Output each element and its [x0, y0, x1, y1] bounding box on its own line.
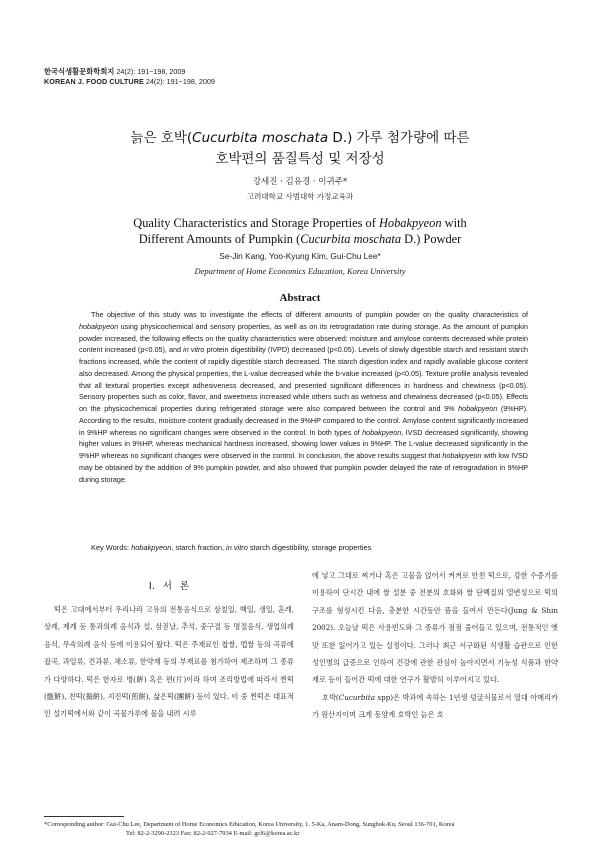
keyword-italic: in vitro	[226, 543, 248, 552]
title-ko-text-end: D.) 가루 첨가량에 따른	[328, 130, 470, 146]
keyword-italic: hobakpyeon	[131, 543, 172, 552]
body-text: 호박(	[322, 692, 339, 702]
body-column-left	[44, 601, 294, 723]
affiliation-korean: 고려대학교 사범대학 가정교육과	[246, 192, 354, 201]
title-korean	[0, 128, 600, 170]
body-italic: Cucurbita	[338, 692, 375, 702]
abstract-italic: hobakpyeon	[458, 405, 498, 413]
title-en-text-end: with	[441, 216, 467, 230]
footnote-line-2: Tel: 82-2-3290-2323 Fax: 82-2-927-7934 E-mail: gcl6@korea.ac.kr	[126, 829, 300, 837]
body-text: spp)은 박과에 속하는 1년생 덩굴식물로서 열대 아메리카가 원산지이며 크게 동양계 호박인 늙은 호	[312, 692, 558, 720]
abstract-text: The objective of this study was to investigate the effects of different amounts of pumpkin powder on the quality characteristics of	[91, 311, 528, 319]
title-en-text-2: Different Amounts of Pumpkin (	[138, 232, 301, 246]
abstract-text: (9%HP). According to the results, moisture content gradually decreased in the 9%HP compared to the control. Amylose content significantly increased in 9%HP whereas no significant changes were observed in the control. In both types of	[79, 405, 528, 437]
abstract-text: with low IVSD may be obtained by the addition of 9% pumpkin powder, and also showed that pumpkin powder delayed the rate of retrogradation in 9%HP during storage.	[79, 452, 528, 484]
title-en-text: Quality Characteristics and Storage Properties of	[133, 216, 379, 230]
title-ko-species: Cucurbita moschata	[192, 130, 329, 146]
affiliation-english: Department of Home Economics Education, Korea University	[194, 266, 406, 276]
journal-name-ko: 한국식생활문화학회지	[44, 67, 115, 76]
title-english	[0, 215, 600, 247]
abstract-heading: Abstract	[279, 292, 321, 304]
footnote-line-1: *Corresponding author: Gui-Chu Lee, Department of Home Economics Education, Korea University, 1. 5-Ka, Anam-Dong, Sungbuk-Ku, Seoul 136-701, Korea	[44, 821, 455, 828]
journal-issue-ko: 24(2): 191~198, 2009	[116, 67, 186, 76]
authors-english: Se-Jin Kang, Yoo-Kyung Kim, Gui-Chu Lee*	[219, 251, 381, 261]
journal-line-ko	[44, 67, 215, 77]
abstract-italic: hobakpyeon	[79, 322, 119, 331]
abstract-text: using physicochemical and sensory properties, as well as on its retrogradation rate during storage. As the amount of pumpkin powder increased, the following effects on the quality characteristics were observed: moisture and amylose contents decreased while protein content increased (p<0.05), and	[79, 322, 528, 355]
abstract-body	[79, 310, 528, 486]
section-heading-introduction: I. 서 론	[148, 581, 190, 592]
body-column-right	[312, 567, 558, 724]
keywords	[91, 543, 371, 552]
journal-issue-en: 24(2): 191~198, 2009	[145, 77, 215, 86]
journal-line-en	[44, 77, 215, 87]
title-en-line-1	[0, 215, 600, 231]
abstract-italic: hobakpyeon	[362, 428, 402, 437]
title-ko-line-2: 호박편의 품질특성 및 저장성	[215, 151, 385, 167]
title-en-species: Cucurbita moschata	[300, 232, 402, 246]
corresponding-author-footnote	[44, 821, 564, 839]
title-ko-line-1	[0, 128, 600, 149]
body-paragraph	[312, 689, 558, 724]
keywords-label: Key Words:	[91, 543, 132, 552]
abstract-italic: in vitro	[183, 346, 205, 355]
body-paragraph: 에 넣고 그대로 찌거나 혹은 고물을 얹어서 켜켜로 안친 떡으로, 강한 수증기를 이용하여 단시간 내에 쌀 설분 중 전분의 호화와 쌀 단백질의 열변성으로 떡의 구조를 형성시킨 다음, 충분한 시간동안 뜸을 들여서 만든다(Jung & Shin 2002). 오늘날 떡은 사용빈도와 그 종류가 점점 줄어들고 있으며, 전통적인 옛 맛 또한 잃어가고 있는 실정이다. 그러나 최근 서구화된 식생활 습관으로 인한 성인병의 급증으로 인하여 건강에 관한 관심이 높아지면서 기능성 식품과 한약재로 등이 들어간 떡에 대한 연구가 활발히 이루어지고 있다.	[312, 571, 558, 685]
abstract-paragraph	[79, 310, 528, 486]
keyword-text: , starch fraction,	[171, 543, 227, 552]
title-en-food-name: Hobakpyeon	[378, 216, 442, 230]
keyword-text: starch digestibility, storage properties	[247, 543, 372, 552]
abstract-text: protein digestibility (IVPD) decreased (p<0.05). Levels of slowly digestible starch and resistant starch fractions increased, while the content of rapidly digestible starch decreased. The starch digestion index and rapidly available glucose content also decreased. Among the physical properties, the L-value decreased while the b-value increased (p<0.05). Texture profile analysis revealed that all textural properties except adhesiveness decreased, and presented significant differences in hardness and chewiness (p<0.05). Sensory properties such as color, flavor, and sweetness increased while others such as wetness and chewiness decreased (p<0.05). Effects on the physicochemical properties during refrigerated storage were also compared between the control and 9%	[79, 346, 529, 413]
body-paragraph: 떡은 고대에서부터 우리나라 고유의 전통음식으로 삼칠일, 백일, 생일, 혼례, 상례, 제례 등 통과의례 음식과 설, 삼짇날, 추석, 중구절 등 명절음식, 생업의례 음식, 무속의례 음식 등에 이용되어 왔다. 떡은 주재료인 찹쌀, 멥쌀 등의 곡류에 잡곡, 과일류, 견과류, 채소류, 한약재 등의 부재료를 첨가하여 제조하며 그 종류가 다양하다. 떡은 한자로 병(餠) 혹은 편(片)이라 하며 조리방법에 따라서 찐떡(甑餠), 친떡(搗餠), 지진떡(煎餠), 삶은떡(團餠) 등이 있다. 이 중 찐떡은 대표적인 설기떡에서와 같이 곡물가루에 물을 내려 시루	[44, 605, 294, 719]
title-ko-text: 늙은 호박(	[130, 130, 193, 146]
journal-header	[44, 67, 215, 87]
journal-name-en: KOREAN J. FOOD CULTURE	[44, 77, 144, 86]
abstract-italic: hobakpyeon	[442, 452, 482, 460]
title-en-line-2	[0, 231, 600, 247]
abstract-text: , IVSD decreased significantly, showing higher values in 9%HP, whereas mechanical hardness increased, showing lower values in 9%HP. The L-value decreased significantly in the 9%HP whereas no significant changes were observed in the control. In conclusion, the above results suggest that	[79, 428, 528, 460]
footnote-divider	[44, 816, 124, 817]
authors-korean: 강세진 · 김유경 · 이귀주*	[252, 177, 348, 187]
title-en-text-2-end: D.) Powder	[401, 232, 462, 246]
